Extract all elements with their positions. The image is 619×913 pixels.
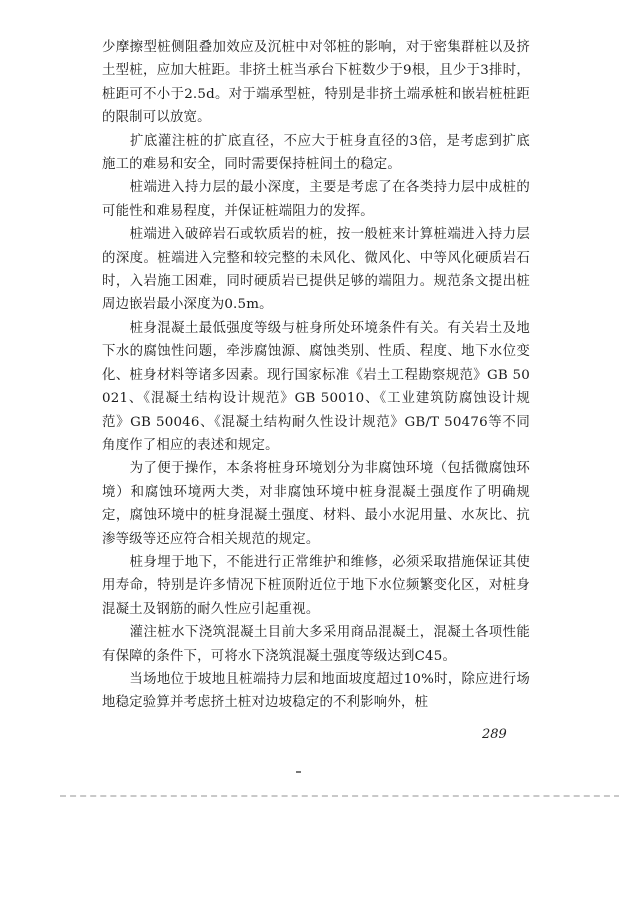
paragraph-9: 当场地位于坡地且桩端持力层和地面坡度超过10%时，除应进行场地稳定验算并考虑挤土桩对边坡稳定的不利影响外，桩 <box>102 671 530 711</box>
paragraph-5: 桩身混凝土最低强度等级与桩身所处环境条件有关。有关岩土及地下水的腐蚀性问题，牵涉腐蚀源、腐蚀类别、性质、程度、地下水位变化、桩身材料等诸多因素。现行国家标准《岩土工程勘察规范》GB 50021、《混凝土结构设计规范》GB 50010、《工业建筑防腐蚀设计规范》GB 50046、《混凝土结构耐久性设计规范》GB/T 50476等不同角度作了相应的表述和规定。 <box>102 320 530 453</box>
scan-edge-line <box>60 795 619 797</box>
paragraph-7: 桩身埋于地下，不能进行正常维护和维修，必须采取措施保证其使用寿命，特别是许多情况下桩顶附近位于地下水位频繁变化区，对桩身混凝土及钢筋的耐久性应引起重视。 <box>102 554 530 617</box>
paragraph-3: 桩端进入持力层的最小深度，主要是考虑了在各类持力层中成桩的可能性和难易程度，并保证桩端阻力的发挥。 <box>102 180 530 219</box>
paragraph-4: 桩端进入破碎岩石或软质岩的桩，按一般桩来计算桩端进入持力层的深度。桩端进入完整和较完整的未风化、微风化、中等风化硬质岩石时，入岩施工困难，同时硬质岩已提供足够的端阻力。规范条文提出桩周边嵌岩最小深度为0.5m。 <box>102 227 530 313</box>
scan-speck <box>296 771 301 773</box>
paragraph-8: 灌注桩水下浇筑混凝土目前大多采用商品混凝土，混凝土各项性能有保障的条件下，可将水下浇筑混凝土强度等级达到C45。 <box>102 625 530 664</box>
page-body <box>102 36 530 715</box>
page-number: 289 <box>482 727 507 742</box>
paragraph-2: 扩底灌注桩的扩底直径，不应大于桩身直径的3倍，是考虑到扩底施工的难易和安全，同时需要保持桩间土的稳定。 <box>102 133 530 173</box>
paragraph-6: 为了便于操作，本条将桩身环境划分为非腐蚀环境（包括微腐蚀环境）和腐蚀环境两大类，对非腐蚀环境中桩身混凝土强度作了明确规定，腐蚀环境中的桩身混凝土强度、材料、最小水泥用量、水灰比、抗渗等级等还应符合相关规范的规定。 <box>102 461 530 547</box>
paragraph-1: 少摩擦型桩侧阻叠加效应及沉桩中对邻桩的影响，对于密集群桩以及挤土型桩，应加大桩距。非挤土桩当承台下桩数少于9根，且少于3排时，桩距可不小于2.5d。对于端承型桩，特别是非挤土端承桩和嵌岩桩桩距的限制可以放宽。 <box>102 40 530 126</box>
